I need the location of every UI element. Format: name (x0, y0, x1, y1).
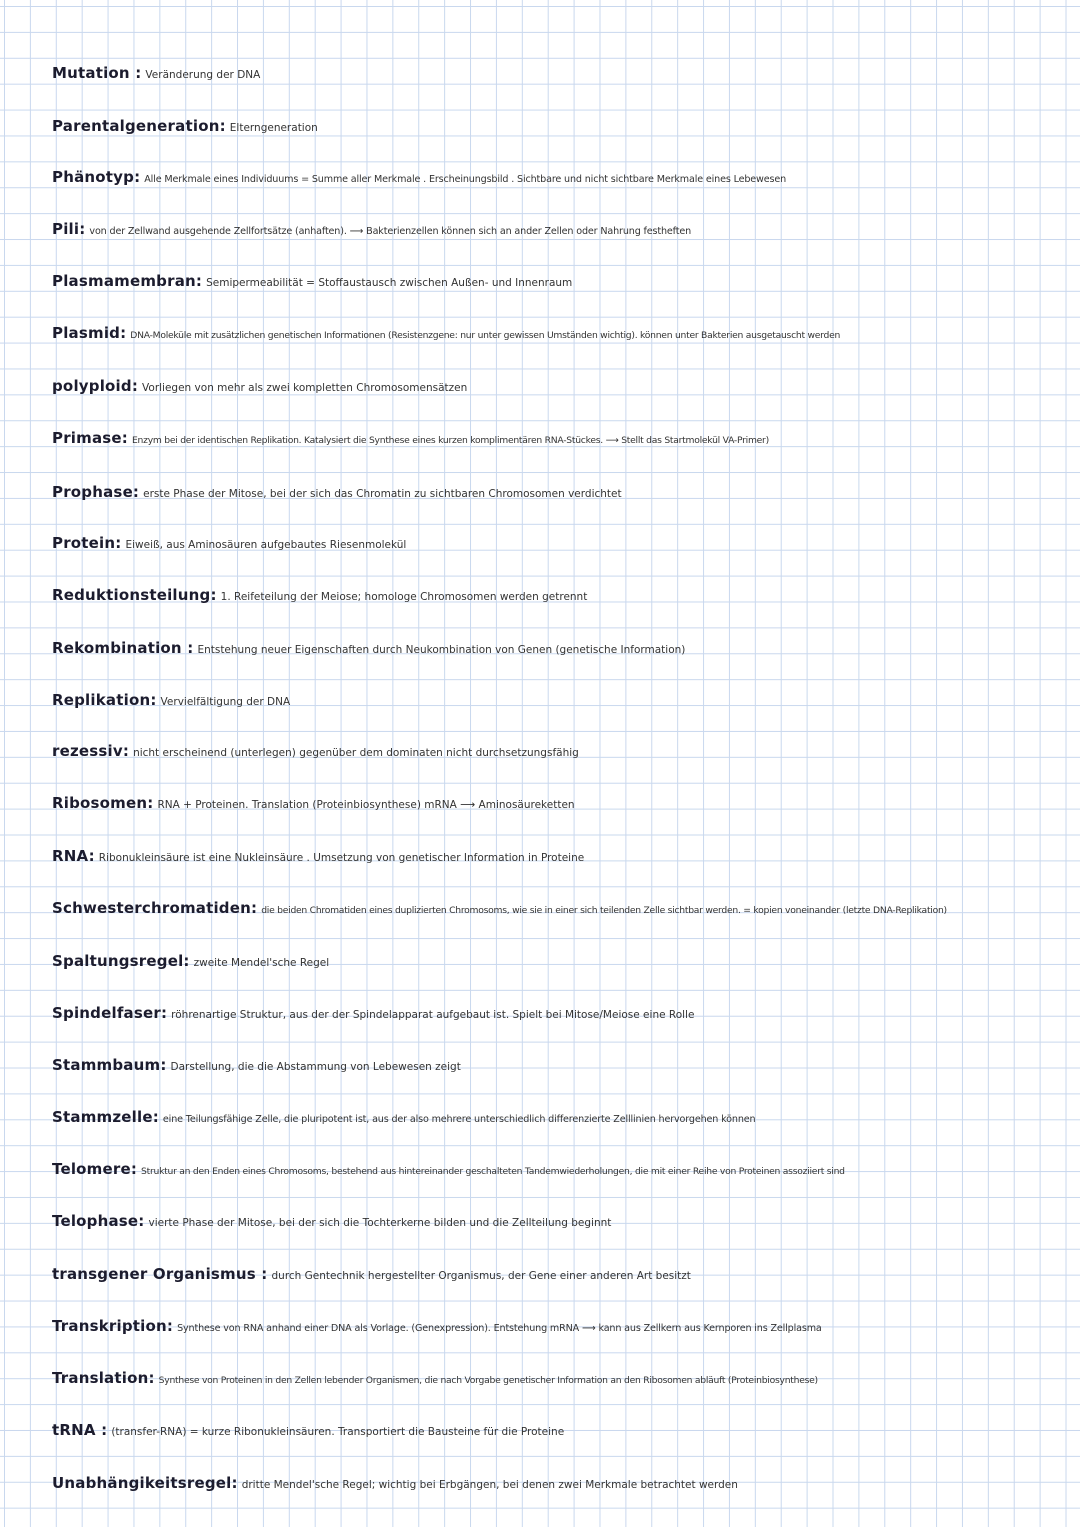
definition: 1. Reifeteilung der Meiose; homologe Chromosomen werden getrennt (220, 591, 588, 603)
glossary-entry-stammbaum (52, 1053, 1074, 1079)
definition: eine Teilungsfähige Zelle, die pluripotent ist, aus der also mehrere unterschiedlich differenzierte Zelllinien hervorgehen können (162, 1114, 756, 1125)
term: Prophase: (52, 483, 140, 501)
definition: dritte Mendel'sche Regel; wichtig bei Erbgängen, bei denen zwei Merkmale betrachtet werden (241, 1479, 738, 1491)
term: RNA: (52, 847, 95, 865)
glossary-entry-telomere (52, 1157, 1074, 1184)
term: Spaltungsregel: (52, 952, 190, 970)
term: Transkription: (52, 1317, 174, 1335)
term: Translation: (52, 1369, 155, 1387)
definition: nicht erscheinend (unterlegen) gegenüber dem dominaten nicht durchsetzungsfähig (133, 747, 579, 759)
term: Replikation: (52, 691, 157, 709)
term: tRNA : (52, 1421, 108, 1439)
definition: Entstehung neuer Eigenschaften durch Neukombination von Genen (genetische Information) (197, 644, 686, 656)
definition: vierte Phase der Mitose, bei der sich die Tochterkerne bilden und die Zellteilung beginnt (148, 1217, 612, 1229)
glossary-entry-replikation (52, 688, 1074, 714)
definition: zweite Mendel'sche Regel (193, 957, 330, 969)
definition: erste Phase der Mitose, bei der sich das Chromatin zu sichtbaren Chromosomen verdichtet (143, 488, 622, 500)
term: Parentalgeneration: (52, 117, 226, 135)
definition: Ribonukleinsäure ist eine Nukleinsäure . Umsetzung von genetischer Information in Proteine (98, 852, 585, 864)
definition: Vervielfältigung der DNA (160, 696, 291, 708)
term: Mutation : (52, 64, 142, 82)
glossary-entry-transgener-organismus (52, 1262, 1074, 1288)
definition: die beiden Chromatiden eines duplizierten Chromosoms, wie sie in einer sich teilenden Zelle sichtbar werden. = kopien voneinander (letzte DNA-Replikation) (261, 905, 947, 916)
glossary-entry-plasmid (52, 321, 1074, 348)
term: Plasmid: (52, 324, 127, 342)
glossary-entry-stammzelle (52, 1105, 1074, 1132)
term: rezessiv: (52, 742, 130, 760)
term: Schwesterchromatiden: (52, 899, 258, 917)
glossary-entry-primase (52, 426, 1074, 453)
glossary-entry-reduktionsteilung (52, 583, 1074, 609)
glossary-entry-trna (52, 1418, 1074, 1444)
term: Telophase: (52, 1212, 145, 1230)
glossary-entry-spindelfaser (52, 1001, 1074, 1027)
glossary-entry-unabhaengigkeitsregel (52, 1471, 1074, 1497)
definition: Alle Merkmale eines Individuums = Summe aller Merkmale . Erscheinungsbild . Sichtbare und nicht sichtbare Merkmale eines Lebewesen (144, 174, 787, 185)
glossary-entry-plasmamembran (52, 269, 1074, 295)
definition: Synthese von RNA anhand einer DNA als Vorlage. (Genexpression). Entstehung mRNA ⟶ kann aus Zellkern aus Kernporen ins Zellplasma (177, 1323, 822, 1334)
glossary-entry-prophase (52, 480, 1074, 506)
term: polyploid: (52, 377, 139, 395)
definition: röhrenartige Struktur, aus der der Spindelapparat aufgebaut ist. Spielt bei Mitose/Meiose eine Rolle (171, 1009, 695, 1021)
glossary-entry-pili (52, 217, 1074, 244)
definition: Synthese von Proteinen in den Zellen lebender Organismen, die nach Vorgabe genetischer Information an den Ribosomen abläuft (Proteinbiosynthese) (158, 1375, 818, 1386)
definition: Semipermeabilität = Stoffaustausch zwischen Außen- und Innenraum (206, 277, 573, 289)
term: Stammbaum: (52, 1056, 167, 1074)
definition: Struktur an den Enden eines Chromosoms, bestehend aus hintereinander geschalteten Tandemwiederholungen, die mit einer Reihe von Proteinen assoziiert sind (141, 1166, 845, 1177)
glossary-entry-ribosomen (52, 791, 1074, 817)
definition: Elterngeneration (229, 122, 318, 134)
glossary-entry-rekombination (52, 636, 1074, 662)
glossary-entry-parentalgeneration (52, 114, 1074, 140)
definition: Enzym bei der identischen Replikation. Katalysiert die Synthese eines kurzen komplimentären RNA-Stückes. ⟶ Stellt das Startmolekül VA-Primer) (132, 435, 769, 446)
glossary-entry-mutation (52, 61, 1074, 87)
glossary-entry-protein (52, 531, 1074, 557)
term: transgener Organismus : (52, 1265, 268, 1283)
definition: Vorliegen von mehr als zwei kompletten Chromosomensätzen (142, 382, 468, 394)
definition: Veränderung der DNA (145, 69, 261, 81)
glossary-entry-rezessiv (52, 739, 1074, 765)
term: Ribosomen: (52, 794, 154, 812)
term: Pili: (52, 220, 86, 238)
term: Telomere: (52, 1160, 138, 1178)
definition: Darstellung, die die Abstammung von Lebewesen zeigt (170, 1061, 461, 1073)
definition: DNA-Moleküle mit zusätzlichen genetischen Informationen (Resistenzgene: nur unter gewissen Umständen wichtig). können unter Bakterien ausgetauscht werden (130, 330, 841, 341)
term: Rekombination : (52, 639, 194, 657)
term: Primase: (52, 429, 128, 447)
glossary-entry-schwesterchromatiden (52, 896, 1074, 923)
definition: durch Gentechnik hergestellter Organismus, der Gene einer anderen Art besitzt (271, 1270, 691, 1282)
term: Unabhängikeitsregel: (52, 1474, 238, 1492)
glossary-entry-translation (52, 1366, 1074, 1393)
definition: Eiweiß, aus Aminosäuren aufgebautes Riesenmolekül (125, 539, 407, 551)
glossary-entry-telophase (52, 1209, 1074, 1235)
glossary-entry-spaltungsregel (52, 949, 1074, 975)
definition: von der Zellwand ausgehende Zellfortsätze (anhaften). ⟶ Bakterienzellen können sich an ander Zellen oder Nahrung festheften (89, 226, 692, 237)
glossary-entry-phaenotyp (52, 165, 1074, 192)
term: Spindelfaser: (52, 1004, 168, 1022)
term: Plasmamembran: (52, 272, 203, 290)
term: Reduktionsteilung: (52, 586, 217, 604)
term: Phänotyp: (52, 168, 141, 186)
definition: RNA + Proteinen. Translation (Proteinbiosynthese) mRNA ⟶ Aminosäureketten (157, 799, 575, 811)
definition: (transfer-RNA) = kurze Ribonukleinsäuren. Transportiert die Bausteine für die Proteine (111, 1426, 565, 1438)
term: Protein: (52, 534, 122, 552)
term: Stammzelle: (52, 1108, 159, 1126)
glossary-entry-transkription (52, 1314, 1074, 1341)
glossary-entry-rna (52, 844, 1074, 870)
glossary-entry-polyploid (52, 374, 1074, 400)
